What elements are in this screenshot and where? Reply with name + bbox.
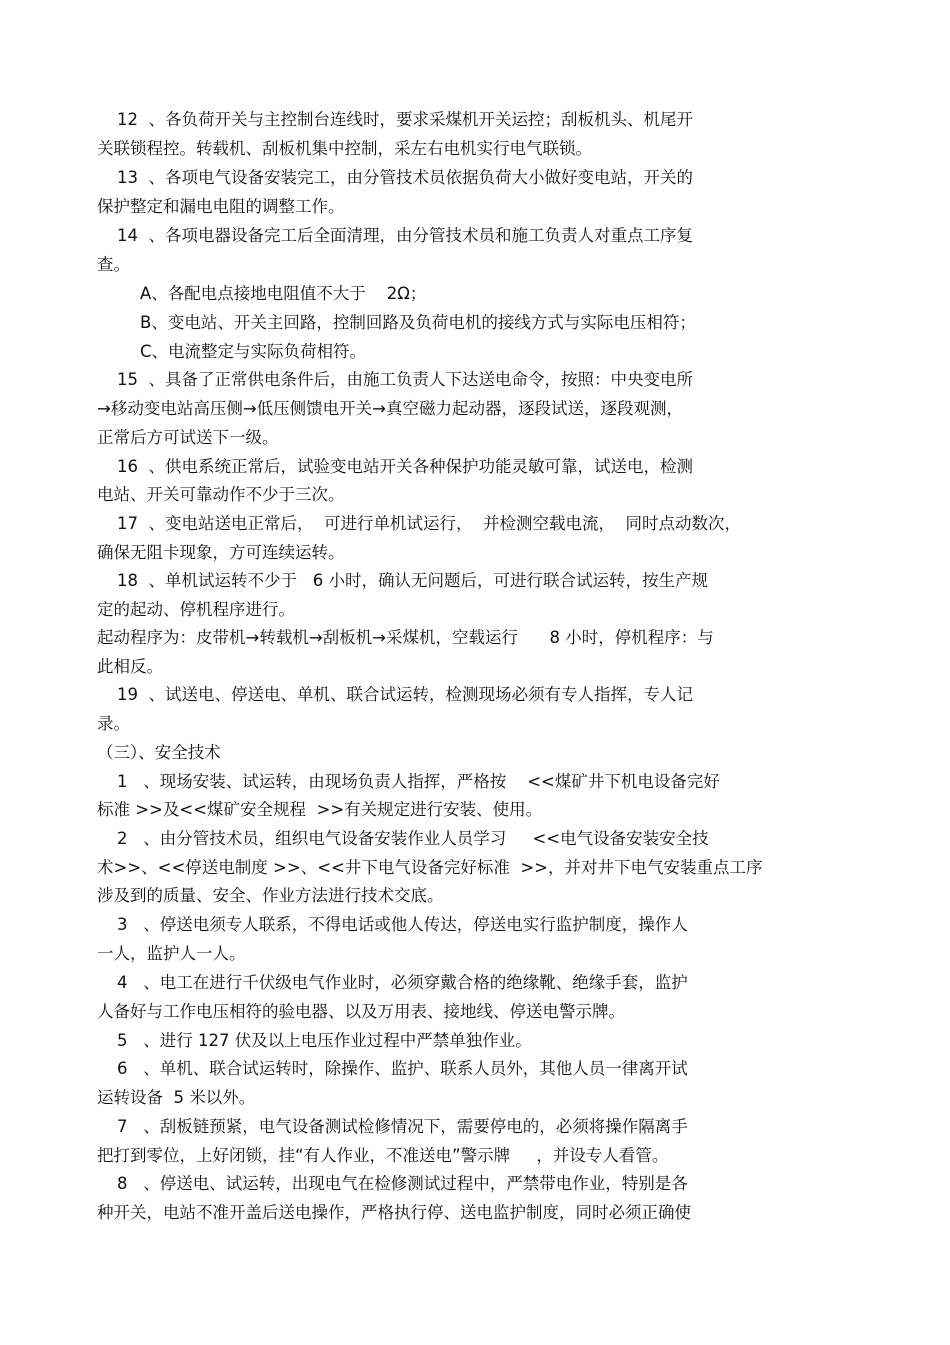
text-line: 19 、试送电、停送电、单机、联合试运转，检测现场必须有专人指挥，专人记 (117, 685, 693, 704)
text-line: 7 、刮板链预紧，电气设备测试检修情况下，需要停电的，必须将操作隔离手 (117, 1117, 688, 1136)
text-line: 16 、供电系统正常后，试验变电站开关各种保护功能灵敏可靠，试送电，检测 (117, 457, 693, 476)
text-line: 此相反。 (97, 657, 163, 676)
text-line: 12 、各负荷开关与主控制台连线时，要求采煤机开关运控；刮板机头、机尾开 (117, 110, 693, 129)
text-line: 录。 (97, 714, 130, 733)
text-line: 查。 (97, 255, 130, 274)
text-line: 电站、开关可靠动作不少于三次。 (97, 485, 345, 504)
text-line: 确保无阻卡现象，方可连续运转。 (97, 543, 345, 562)
text-line: 15 、具备了正常供电条件后，由施工负责人下达送电命令，按照：中央变电所 (117, 370, 693, 389)
text-line: B、变电站、开关主回路，控制回路及负荷电机的接线方式与实际电压相符； (140, 313, 696, 332)
text-line: 定的起动、停机程序进行。 (97, 600, 295, 619)
text-line: 正常后方可试送下一级。 (97, 428, 279, 447)
text-line: 6 、单机、联合试运转时，除操作、监护、联系人员外，其他人员一律离开试 (117, 1059, 688, 1078)
text-line: 3 、停送电须专人联系，不得电话或他人传达，停送电实行监护制度，操作人 (117, 915, 688, 934)
text-line: 标准 >>及<<煤矿安全规程 >>有关规定进行安装、使用。 (97, 800, 543, 819)
text-line: →移动变电站高压侧→低压侧馈电开关→真空磁力起动器，逐段试送，逐段观测， (97, 399, 683, 418)
text-line: 一人，监护人一人。 (97, 944, 246, 963)
text-line: 涉及到的质量、安全、作业方法进行技术交底。 (97, 886, 444, 905)
text-line: 14 、各项电器设备完工后全面清理，由分管技术员和施工负责人对重点工序复 (117, 226, 693, 245)
text-line: 8 、停送电、试运转，出现电气在检修测试过程中，严禁带电作业，特别是各 (117, 1174, 688, 1193)
text-line: C、电流整定与实际负荷相符。 (140, 342, 367, 361)
text-line: 运转设备 5 米以外。 (97, 1088, 256, 1107)
text-line: 4 、电工在进行千伏级电气作业时，必须穿戴合格的绝缘靴、绝缘手套，监护 (117, 973, 688, 992)
text-line: 起动程序为：皮带机→转载机→刮板机→采煤机，空载运行 8 小时，停机程序：与 (97, 628, 714, 647)
text-line: 种开关，电站不准开盖后送电操作，严格执行停、送电监护制度，同时必须正确使 (97, 1203, 691, 1222)
text-line: 保护整定和漏电电阻的调整工作。 (97, 197, 345, 216)
text-line: 1 、现场安装、试运转，由现场负责人指挥，严格按 <<煤矿井下机电设备完好 (117, 772, 720, 791)
text-line: 术>>、<<停送电制度 >>、<<井下电气设备完好标准 >>，并对井下电气安装重点工序 (97, 858, 763, 877)
text-line: 把打到零位，上好闭锁，挂“有人作业，不准送电”警示牌 ，并设专人看管。 (97, 1146, 669, 1165)
text-line: 18 、单机试运转不少于 6 小时，确认无问题后，可进行联合试运转，按生产规 (117, 571, 708, 590)
section-heading: （三）、安全技术 (97, 743, 221, 762)
text-line: 5 、进行 127 伏及以上电压作业过程中严禁单独作业。 (117, 1031, 532, 1050)
text-line: 2 、由分管技术员，组织电气设备安装作业人员学习 <<电气设备安装安全技 (117, 829, 709, 848)
text-line: A、各配电点接地电阻值不大于 2Ω； (140, 284, 427, 303)
text-line: 17 、变电站送电正常后， 可进行单机试运行， 并检测空载电流， 同时点动数次， (117, 514, 741, 533)
text-line: 关联锁程控。转载机、刮板机集中控制，采左右电机实行电气联锁。 (97, 139, 592, 158)
text-line: 13 、各项电气设备安装完工，由分管技术员依据负荷大小做好变电站，开关的 (117, 168, 693, 187)
text-line: 人备好与工作电压相符的验电器、以及万用表、接地线、停送电警示牌。 (97, 1002, 625, 1021)
